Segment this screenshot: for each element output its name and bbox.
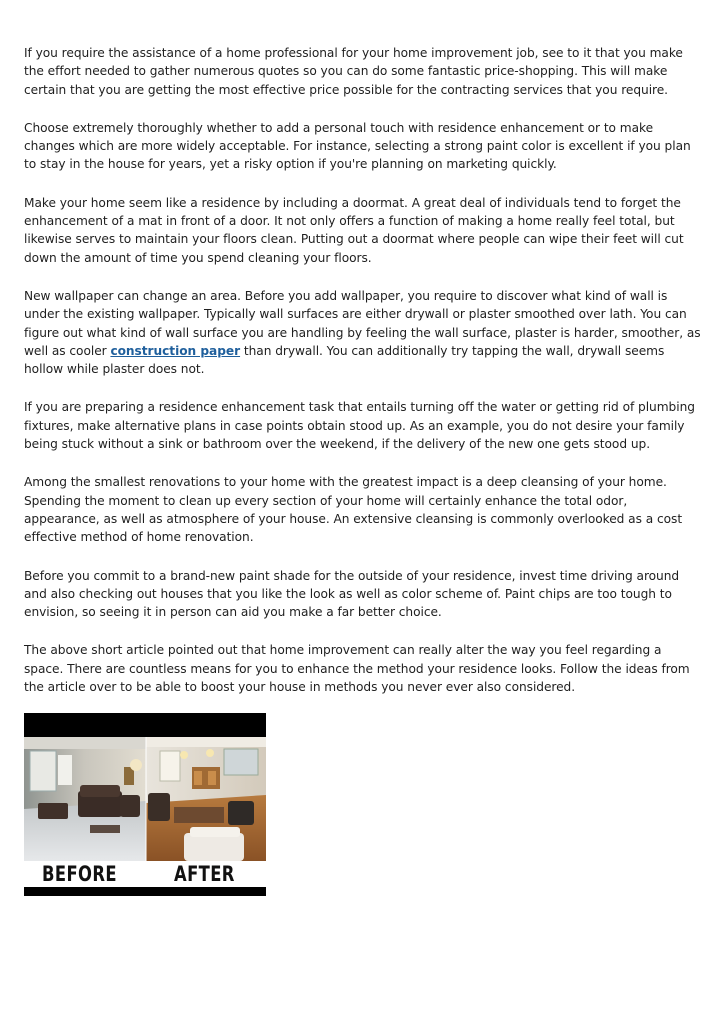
paragraph-wallpaper-end: than drywall. You can additionally try tapping the wall, drywall seems hollow while plaster does not. xyxy=(24,343,665,377)
before-room xyxy=(24,737,146,861)
image-bottom-bar xyxy=(24,887,266,896)
article-body xyxy=(24,44,704,716)
paragraph-cleansing: Among the smallest renovations to your home with the greatest impact is a deep cleansing of your home. Spending the moment to clean up every section of your home will certainly enhance the total odor, appearance, as well as atmosphere of your house. An extensive cleansing is commonly overlooked as a cost effective method of home renovation. xyxy=(24,475,683,545)
paragraph-conclusion: The above short article pointed out that home improvement can really alter the way you feel regarding a space. There are countless means for you to enhance the method your residence looks. Follow the ideas from the article over to be able to boost your house in methods you never ever also considered. xyxy=(24,643,690,695)
paragraph-doormat: Make your home seem like a residence by including a doormat. A great deal of individuals tend to forget the enhancement of a mat in front of a door. It not only offers a function of making a home really feel total, but likewise serves to maintain your floors clean. Putting out a doormat where people can wipe their feet will cut down the amount of time you spend cleaning your floors. xyxy=(24,195,684,265)
before-label: BEFORE xyxy=(42,862,117,886)
paragraph-wallpaper-start: New wallpaper can change an area. Before you add wallpaper, you require to discover what kind of wall is under the existing wallpaper. Typically wall surfaces are either drywall or plaster smoothed over lath. You can figure out what kind of wall surface you are handling by feeling the wall surface, plaster is harder, smoother, as well as cooler xyxy=(24,288,701,358)
paragraph-paint-shade: Before you commit to a brand-new paint shade for the outside of your residence, invest time driving around and also checking out houses that you like the look as well as color scheme of. Paint chips are too tough to envision, so seeing it in person can aid you make a far better choice. xyxy=(24,568,680,620)
before-after-image xyxy=(24,713,266,896)
construction-paper-link[interactable]: construction paper xyxy=(110,343,241,358)
paragraph-plumbing: If you are preparing a residence enhancement task that entails turning off the water or getting rid of plumbing fixtures, make alternative plans in case points obtain stood up. As an example, you do not desire your family being stuck without a sink or bathroom over the weekend, if the delivery of the new one gets stood up. xyxy=(24,400,695,452)
paragraph-wallpaper xyxy=(24,287,704,378)
after-label: AFTER xyxy=(174,862,235,886)
after-room xyxy=(146,737,266,861)
before-after-scene xyxy=(24,737,266,861)
image-top-bar xyxy=(24,713,266,737)
paragraph-quotes: If you require the assistance of a home professional for your home improvement job, see to it that you make the effort needed to gather numerous quotes so you can do some fantastic price-shopping. This will make certain that you are getting the most effective price possible for the contracting services that you require. xyxy=(24,46,683,97)
paragraph-personal-touch: Choose extremely thoroughly whether to add a personal touch with residence enhancement or to make changes which are more widely acceptable. For instance, selecting a strong paint color is excellent if you plan to stay in the house for years, yet a risky option if you're planning on marketing quickly. xyxy=(24,120,691,172)
